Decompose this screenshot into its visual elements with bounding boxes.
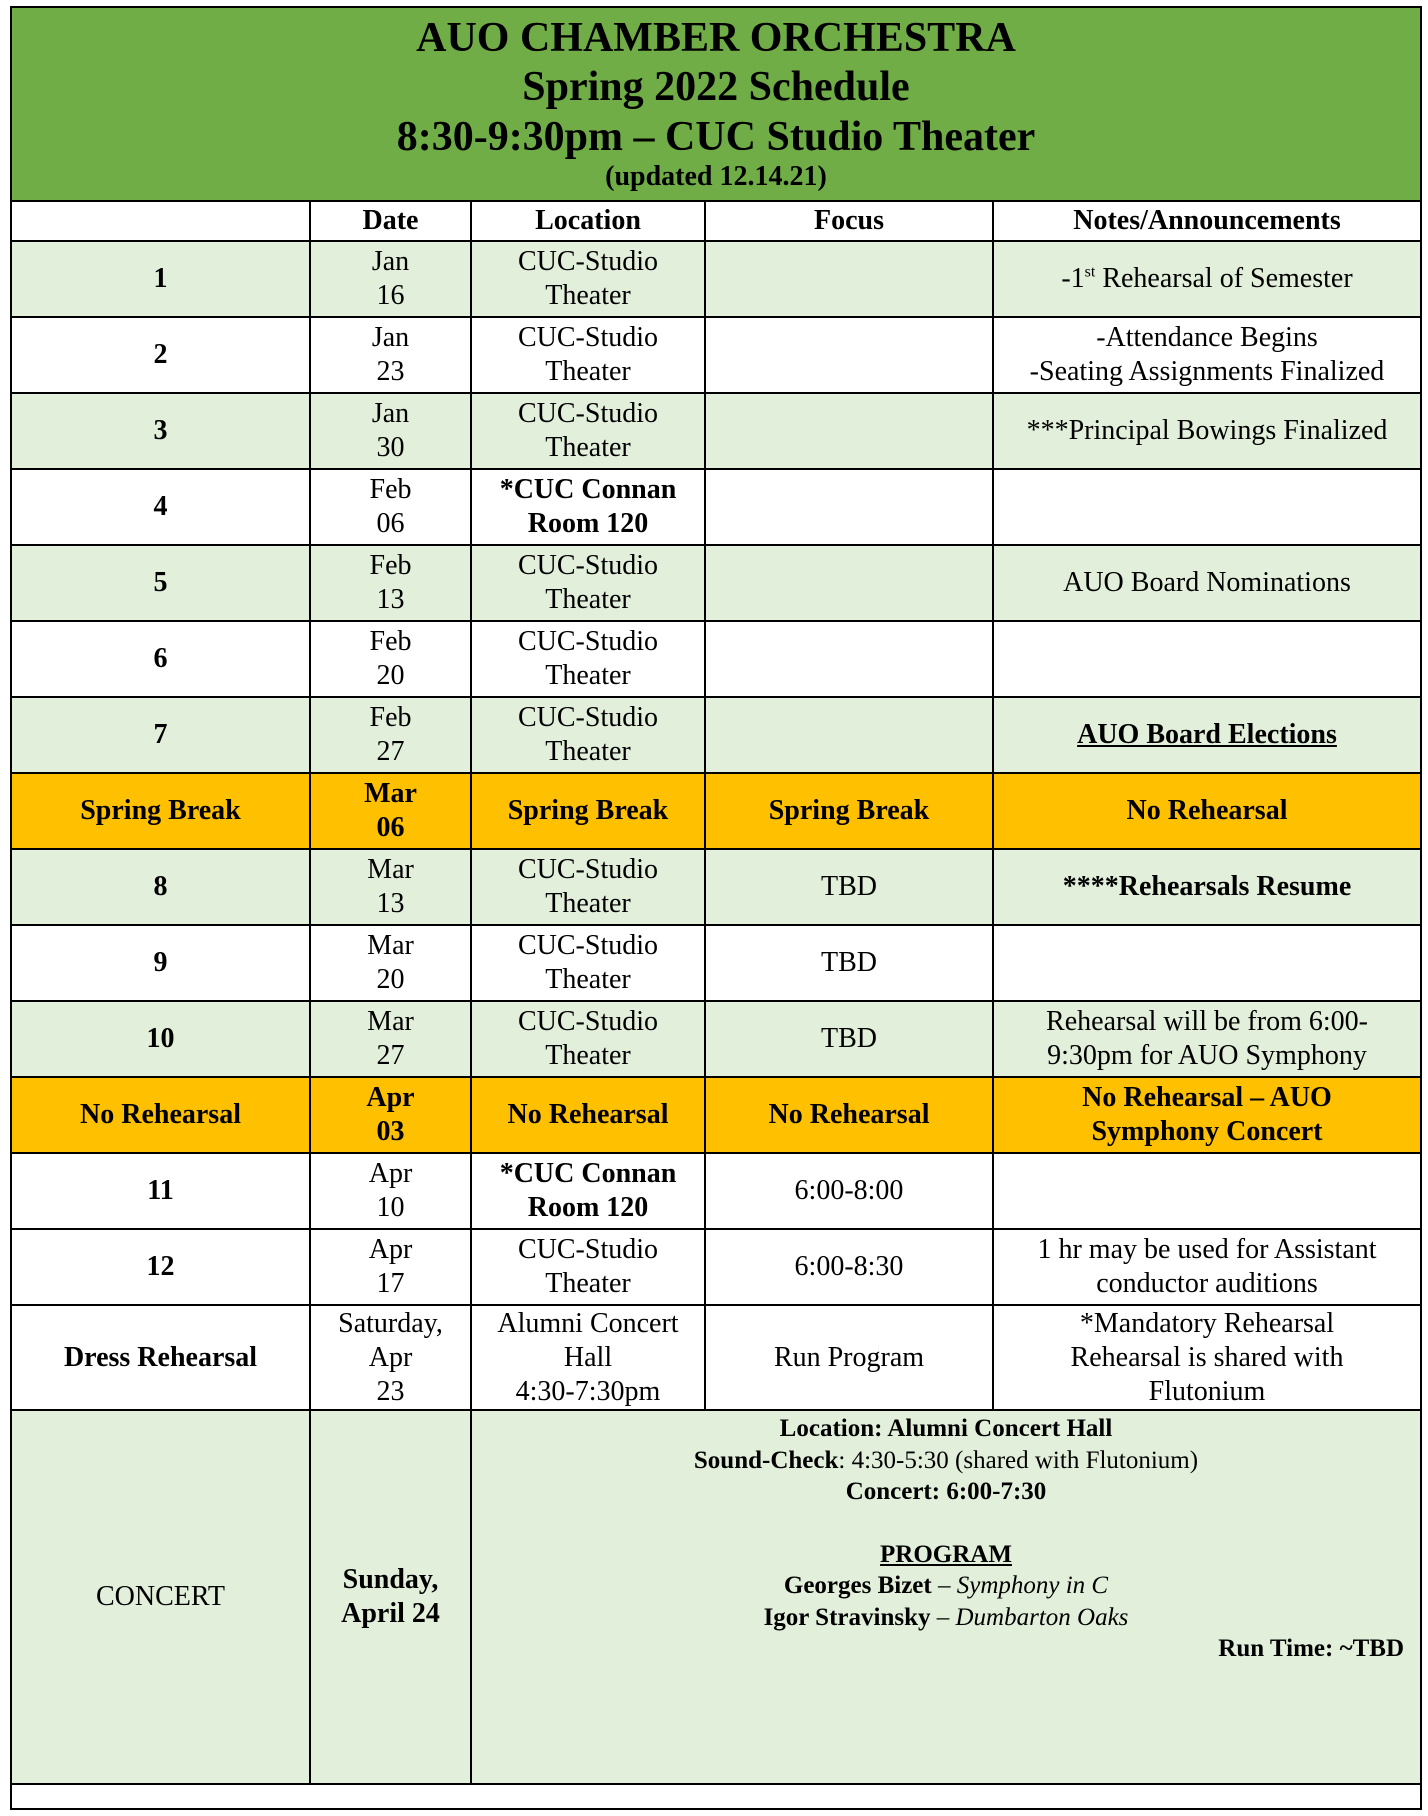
rehearsal-number: 3 [12, 393, 310, 469]
rehearsal-number: 7 [12, 697, 310, 773]
rehearsal-number: 4 [12, 469, 310, 545]
focus-cell: 6:00-8:30 [705, 1229, 993, 1305]
focus-cell: TBD [705, 925, 993, 1001]
location-cell: *CUC Connan Room 120 [471, 1153, 705, 1229]
rehearsal-number: 5 [12, 545, 310, 621]
location-cell: CUC-Studio Theater [471, 925, 705, 1001]
location-cell: CUC-Studio Theater [471, 241, 705, 317]
date-cell: Apr 03 [310, 1077, 471, 1153]
focus-cell [705, 317, 993, 393]
focus-cell: TBD [705, 1001, 993, 1077]
focus-cell: Run Program [705, 1305, 993, 1410]
concert-label: CONCERT [12, 1410, 310, 1784]
location-cell: CUC-Studio Theater [471, 621, 705, 697]
rehearsal-number: Dress Rehearsal [12, 1305, 310, 1410]
program-heading: PROGRAM [880, 1540, 1012, 1568]
focus-cell [705, 697, 993, 773]
concert-location: Location: Alumni Concert Hall [779, 1415, 1113, 1442]
table-row [12, 317, 1420, 393]
notes-cell: AUO Board Nominations [993, 545, 1420, 621]
col-header-number [12, 202, 310, 241]
location-cell: Alumni Concert Hall 4:30-7:30pm [471, 1305, 705, 1410]
rehearsal-number: 8 [12, 849, 310, 925]
table-row [12, 545, 1420, 621]
rehearsal-number: Spring Break [12, 773, 310, 849]
notes-cell: 1 hr may be used for Assistant conductor auditions [993, 1229, 1420, 1305]
date-cell: Mar 06 [310, 773, 471, 849]
focus-cell: 6:00-8:00 [705, 1153, 993, 1229]
notes-cell: AUO Board Elections [993, 697, 1420, 773]
table-row [12, 1229, 1420, 1305]
schedule-sheet [10, 6, 1422, 1810]
table-row [12, 1153, 1420, 1229]
col-header-notes: Notes/Announcements [993, 202, 1420, 241]
table-row [12, 925, 1420, 1001]
notes-cell: ***Principal Bowings Finalized [993, 393, 1420, 469]
orchestra-title: AUO CHAMBER ORCHESTRA [416, 15, 1016, 61]
table-row [12, 469, 1420, 545]
col-header-date: Date [310, 202, 471, 241]
date-cell: Mar 20 [310, 925, 471, 1001]
table-row [12, 241, 1420, 317]
date-cell: Mar 13 [310, 849, 471, 925]
location-cell: CUC-Studio Theater [471, 697, 705, 773]
location-cell: *CUC Connan Room 120 [471, 469, 705, 545]
table-row [12, 849, 1420, 925]
rehearsal-number: 6 [12, 621, 310, 697]
focus-cell [705, 469, 993, 545]
table-row [12, 1077, 1420, 1153]
date-cell: Apr 10 [310, 1153, 471, 1229]
focus-cell: No Rehearsal [705, 1077, 993, 1153]
header-row [12, 202, 1420, 241]
focus-cell [705, 621, 993, 697]
schedule-subtitle: Spring 2022 Schedule [522, 64, 910, 110]
notes-cell [993, 925, 1420, 1001]
notes-cell: *Mandatory Rehearsal Rehearsal is shared with Flutonium [993, 1305, 1420, 1410]
notes-cell: -Attendance Begins -Seating Assignments Finalized [993, 317, 1420, 393]
rehearsal-number: 1 [12, 241, 310, 317]
location-cell: CUC-Studio Theater [471, 545, 705, 621]
notes-cell [993, 621, 1420, 697]
notes-cell: No Rehearsal [993, 773, 1420, 849]
notes-cell: ****Rehearsals Resume [993, 849, 1420, 925]
table-row [12, 773, 1420, 849]
concert-time: Concert: 6:00-7:30 [845, 1478, 1047, 1505]
program-piece: Igor Stravinsky – Dumbarton Oaks [763, 1603, 1129, 1631]
program-piece: Georges Bizet – Symphony in C [783, 1572, 1109, 1599]
location-cell: CUC-Studio Theater [471, 1001, 705, 1077]
focus-cell [705, 545, 993, 621]
date-cell: Jan 30 [310, 393, 471, 469]
date-cell: Apr 17 [310, 1229, 471, 1305]
focus-cell: TBD [705, 849, 993, 925]
run-time: Run Time: ~TBD [1218, 1635, 1404, 1662]
date-cell: Jan 16 [310, 241, 471, 317]
title-banner [12, 8, 1420, 202]
soundcheck-line: Sound-Check: 4:30-5:30 (shared with Flutonium) [693, 1446, 1199, 1474]
col-header-focus: Focus [705, 202, 993, 241]
table-row [12, 621, 1420, 697]
notes-cell [993, 1153, 1420, 1229]
focus-cell [705, 241, 993, 317]
notes-cell: No Rehearsal – AUO Symphony Concert [993, 1077, 1420, 1153]
rehearsal-number: 9 [12, 925, 310, 1001]
table-row [12, 1001, 1420, 1077]
notes-cell: -1st Rehearsal of Semester [993, 241, 1420, 317]
rehearsal-number: 10 [12, 1001, 310, 1077]
notes-cell [993, 469, 1420, 545]
concert-details [471, 1410, 1420, 1784]
date-cell: Saturday, Apr 23 [310, 1305, 471, 1410]
location-cell: CUC-Studio Theater [471, 849, 705, 925]
notes-cell: Rehearsal will be from 6:00- 9:30pm for AUO Symphony [993, 1001, 1420, 1077]
updated-date: (updated 12.14.21) [605, 161, 827, 192]
concert-row [12, 1410, 1420, 1784]
col-header-location: Location [471, 202, 705, 241]
focus-cell: Spring Break [705, 773, 993, 849]
schedule-table [12, 202, 1420, 1785]
date-cell: Jan 23 [310, 317, 471, 393]
location-cell: CUC-Studio Theater [471, 393, 705, 469]
location-cell: Spring Break [471, 773, 705, 849]
rehearsal-number: No Rehearsal [12, 1077, 310, 1153]
time-location: 8:30-9:30pm – CUC Studio Theater [396, 114, 1036, 160]
concert-date: Sunday, April 24 [310, 1410, 471, 1784]
location-cell: CUC-Studio Theater [471, 1229, 705, 1305]
rehearsal-number: 2 [12, 317, 310, 393]
date-cell: Feb 20 [310, 621, 471, 697]
date-cell: Feb 13 [310, 545, 471, 621]
focus-cell [705, 393, 993, 469]
table-row [12, 1305, 1420, 1410]
table-row [12, 697, 1420, 773]
rehearsal-number: 12 [12, 1229, 310, 1305]
date-cell: Feb 06 [310, 469, 471, 545]
date-cell: Mar 27 [310, 1001, 471, 1077]
location-cell: CUC-Studio Theater [471, 317, 705, 393]
rehearsal-number: 11 [12, 1153, 310, 1229]
location-cell: No Rehearsal [471, 1077, 705, 1153]
date-cell: Feb 27 [310, 697, 471, 773]
table-row [12, 393, 1420, 469]
